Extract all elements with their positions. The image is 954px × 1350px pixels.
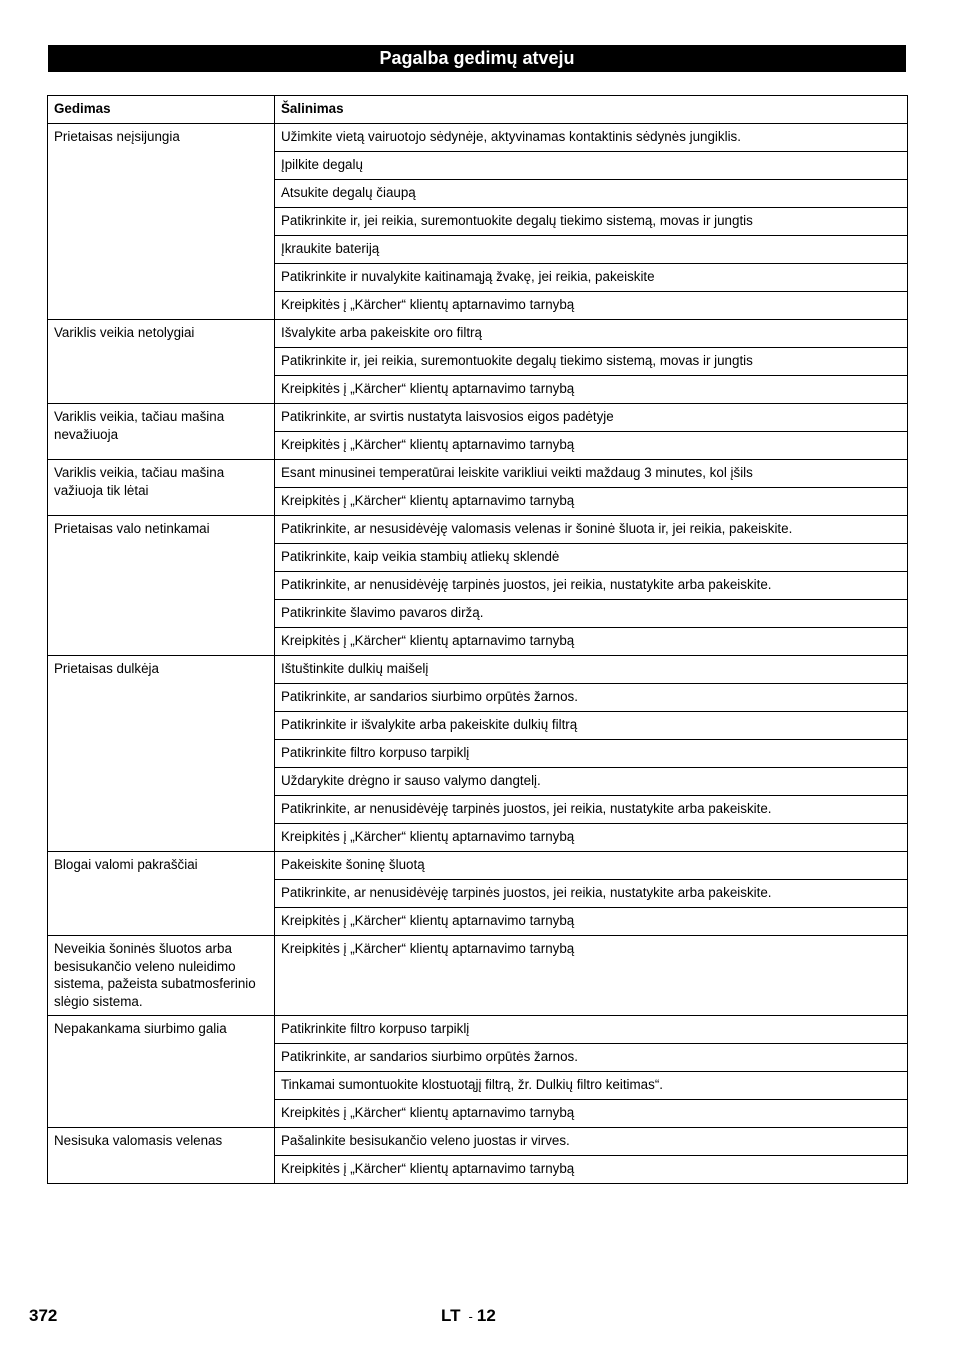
language-code: LT: [441, 1306, 461, 1325]
fault-cell: Blogai valomi pakraščiai: [48, 852, 275, 936]
fault-cell: Nesisuka valomasis velenas: [48, 1128, 275, 1184]
remedy-cell: Kreipkitės į „Kärcher“ klientų aptarnavimo tarnybą: [275, 908, 908, 936]
remedy-cell: Pakeiskite šoninę šluotą: [275, 852, 908, 880]
column-header-fault: Gedimas: [48, 96, 275, 124]
remedy-cell: Patikrinkite, ar sandarios siurbimo orpūtės žarnos.: [275, 684, 908, 712]
remedy-cell: Patikrinkite filtro korpuso tarpiklį: [275, 1016, 908, 1044]
table-header-row: [48, 96, 908, 124]
remedy-cell: Patikrinkite filtro korpuso tarpiklį: [275, 740, 908, 768]
remedy-cell: Patikrinkite, ar nesusidėvėję valomasis velenas ir šoninė šluota ir, jei reikia, pakeiskite.: [275, 516, 908, 544]
fault-cell: Prietaisas neįsijungia: [48, 124, 275, 320]
remedy-cell: Patikrinkite šlavimo pavaros diržą.: [275, 600, 908, 628]
remedy-cell: Patikrinkite ir išvalykite arba pakeiskite dulkių filtrą: [275, 712, 908, 740]
table-row: [48, 852, 908, 880]
remedy-cell: Patikrinkite, ar nenusidėvėję tarpinės juostos, jei reikia, nustatykite arba pakeiskite.: [275, 572, 908, 600]
column-header-remedy: Šalinimas: [275, 96, 908, 124]
remedy-cell: Patikrinkite, kaip veikia stambių atliekų sklendė: [275, 544, 908, 572]
page-code: [441, 1306, 496, 1326]
fault-cell: Neveikia šoninės šluotos arba besisukančio veleno nuleidimo sistema, pažeista subatmosferinio slėgio sistema.: [48, 936, 275, 1016]
fault-cell: Prietaisas valo netinkamai: [48, 516, 275, 656]
remedy-cell: Kreipkitės į „Kärcher“ klientų aptarnavimo tarnybą: [275, 1156, 908, 1184]
table-row: [48, 656, 908, 684]
remedy-cell: Tinkamai sumontuokite klostuotąjį filtrą, žr. Dulkių filtro keitimas“.: [275, 1072, 908, 1100]
remedy-cell: Patikrinkite ir, jei reikia, suremontuokite degalų tiekimo sistemą, movas ir jungtis: [275, 348, 908, 376]
remedy-cell: Pašalinkite besisukančio veleno juostas ir virves.: [275, 1128, 908, 1156]
remedy-cell: Užimkite vietą vairuotojo sėdynėje, aktyvinamas kontaktinis sėdynės jungiklis.: [275, 124, 908, 152]
remedy-cell: Įkraukite bateriją: [275, 236, 908, 264]
table-row: [48, 936, 908, 1016]
table-row: [48, 1016, 908, 1044]
table-body: [48, 124, 908, 1184]
remedy-cell: Atsukite degalų čiaupą: [275, 180, 908, 208]
remedy-cell: Patikrinkite, ar sandarios siurbimo orpūtės žarnos.: [275, 1044, 908, 1072]
fault-cell: Prietaisas dulkėja: [48, 656, 275, 852]
remedy-cell: Kreipkitės į „Kärcher“ klientų aptarnavimo tarnybą: [275, 488, 908, 516]
remedy-cell: Kreipkitės į „Kärcher“ klientų aptarnavimo tarnybą: [275, 936, 908, 1016]
table-row: [48, 124, 908, 152]
remedy-cell: Patikrinkite ir, jei reikia, suremontuokite degalų tiekimo sistemą, movas ir jungtis: [275, 208, 908, 236]
troubleshooting-table: [47, 95, 908, 1184]
remedy-cell: Išvalykite arba pakeiskite oro filtrą: [275, 320, 908, 348]
fault-cell: Variklis veikia, tačiau mašina nevažiuoja: [48, 404, 275, 460]
table-row: [48, 1128, 908, 1156]
table-row: [48, 516, 908, 544]
section-title: Pagalba gedimų atveju: [48, 45, 906, 72]
page-code-separator: -: [468, 1309, 473, 1324]
remedy-cell: Kreipkitės į „Kärcher“ klientų aptarnavimo tarnybą: [275, 432, 908, 460]
remedy-cell: Kreipkitės į „Kärcher“ klientų aptarnavimo tarnybą: [275, 824, 908, 852]
remedy-cell: Kreipkitės į „Kärcher“ klientų aptarnavimo tarnybą: [275, 628, 908, 656]
remedy-cell: Patikrinkite, ar nenusidėvėję tarpinės juostos, jei reikia, nustatykite arba pakeiskite.: [275, 880, 908, 908]
remedy-cell: Kreipkitės į „Kärcher“ klientų aptarnavimo tarnybą: [275, 1100, 908, 1128]
remedy-cell: Uždarykite drėgno ir sauso valymo dangtelį.: [275, 768, 908, 796]
remedy-cell: Ištuštinkite dulkių maišelį: [275, 656, 908, 684]
remedy-cell: Esant minusinei temperatūrai leiskite varikliui veikti maždaug 3 minutes, kol įšils: [275, 460, 908, 488]
remedy-cell: Patikrinkite, ar svirtis nustatyta laisvosios eigos padėtyje: [275, 404, 908, 432]
remedy-cell: Patikrinkite, ar nenusidėvėję tarpinės juostos, jei reikia, nustatykite arba pakeiskite.: [275, 796, 908, 824]
fault-cell: Nepakankama siurbimo galia: [48, 1016, 275, 1128]
page-number: 372: [29, 1306, 58, 1325]
remedy-cell: Kreipkitės į „Kärcher“ klientų aptarnavimo tarnybą: [275, 292, 908, 320]
fault-cell: Variklis veikia, tačiau mašina važiuoja tik lėtai: [48, 460, 275, 516]
remedy-cell: Patikrinkite ir nuvalykite kaitinamąją žvakę, jei reikia, pakeiskite: [275, 264, 908, 292]
table-row: [48, 404, 908, 432]
remedy-cell: Įpilkite degalų: [275, 152, 908, 180]
sub-page-number: 12: [476, 1306, 496, 1325]
remedy-cell: Kreipkitės į „Kärcher“ klientų aptarnavimo tarnybą: [275, 376, 908, 404]
table-row: [48, 460, 908, 488]
fault-cell: Variklis veikia netolygiai: [48, 320, 275, 404]
table-row: [48, 320, 908, 348]
